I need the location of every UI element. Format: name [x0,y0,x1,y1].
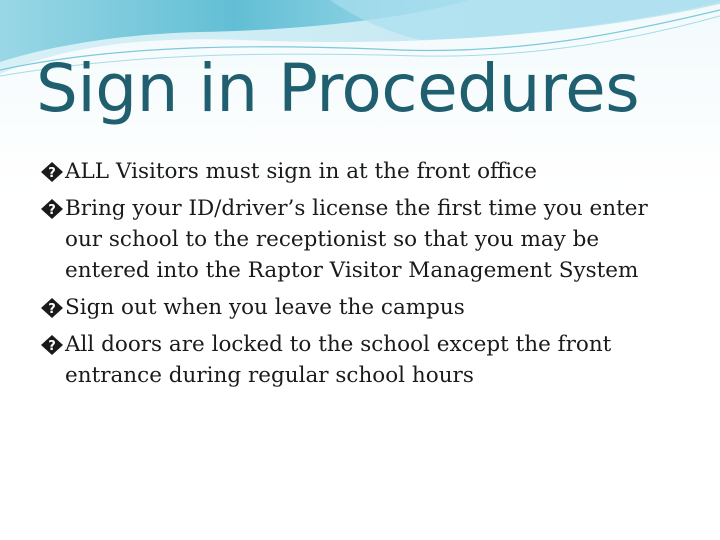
replacement-glyph-icon [40,198,64,220]
svg-text:?: ? [48,203,56,218]
svg-text:?: ? [48,339,56,354]
bullet-item [40,292,680,323]
bullet-item [40,193,680,286]
slide-title: Sign in Procedures [36,50,640,127]
bullet-list [40,156,680,397]
bullet-item [40,329,680,391]
bullet-text: ALL Visitors must sign in at the front office [65,159,537,184]
svg-text:?: ? [48,166,56,181]
bullet-text: Bring your ID/driver’s license the first time you enter our school to the receptionist so that you may be entered into the Raptor Visitor Management System [65,196,648,283]
bullet-text: All doors are locked to the school except the front entrance during regular school hours [65,332,612,388]
replacement-glyph-icon [40,334,64,356]
replacement-glyph-icon [40,161,64,183]
svg-text:?: ? [48,302,56,317]
bullet-item [40,156,680,187]
bullet-text: Sign out when you leave the campus [65,295,465,320]
replacement-glyph-icon [40,297,64,319]
